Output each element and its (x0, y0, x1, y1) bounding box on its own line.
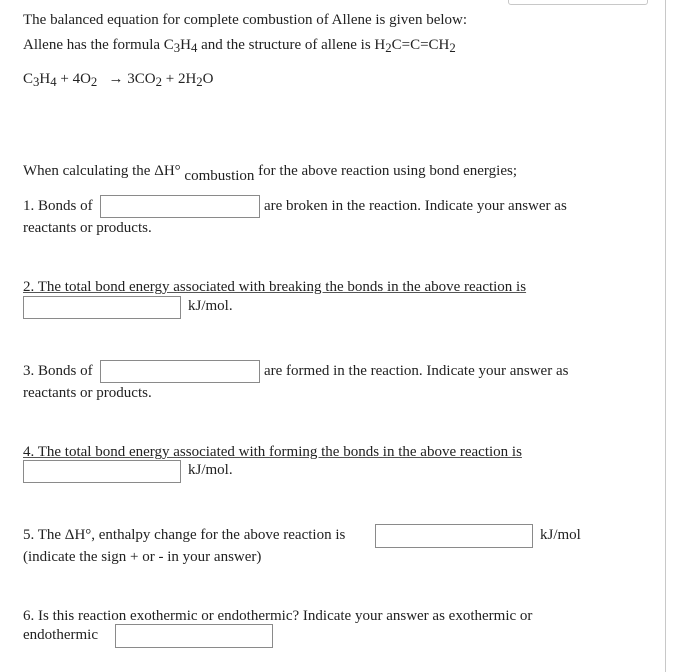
q1-suffix: are broken in the reaction. Indicate your answer as (264, 198, 567, 214)
q5-unit: kJ/mol (540, 527, 581, 543)
q2-unit: kJ/mol. (188, 298, 233, 314)
q2-answer-input[interactable] (23, 296, 181, 319)
q1-line-2: reactants or products. (23, 220, 152, 236)
reaction-arrow-icon: → (108, 71, 124, 87)
q1-answer-input[interactable] (100, 195, 260, 218)
q4-answer-input[interactable] (23, 460, 181, 483)
q6-line-2: endothermic (23, 627, 98, 643)
panel-border (665, 0, 666, 672)
q5-answer-input[interactable] (375, 524, 533, 548)
q5-prefix: 5. The ΔH°, enthalpy change for the above reaction is (23, 527, 346, 543)
intro-line-1: The balanced equation for complete combustion of Allene is given below: (23, 12, 468, 28)
q5-line-2: (indicate the sign + or - in your answer) (23, 549, 262, 565)
q3-prefix: 3. Bonds of (23, 363, 93, 379)
q3-answer-input[interactable] (100, 360, 260, 383)
panel-tab (508, 0, 648, 5)
q2-question: 2. The total bond energy associated with breaking the bonds in the above reaction is (23, 279, 527, 295)
q6-answer-input[interactable] (115, 624, 273, 648)
q3-suffix: are formed in the reaction. Indicate your answer as (264, 363, 569, 379)
q4-question: 4. The total bond energy associated with forming the bonds in the above reaction is (23, 444, 522, 460)
q4-unit: kJ/mol. (188, 462, 233, 478)
q3-line-2: reactants or products. (23, 385, 152, 401)
balanced-equation: $C_3H_4 + 4O_2$ → $3CO_2 + 2H_2O$ (23, 71, 214, 89)
intro-line-2: Allene has the formula $C_3H_4$ and the structure of allene is $H_2C=C=CH_2$ (23, 37, 456, 55)
calculation-intro: When calculating the ΔH° combustion for the above reaction using bond energies; (23, 163, 517, 184)
q6-question: 6. Is this reaction exothermic or endothermic? Indicate your answer as exothermic or (23, 608, 533, 624)
q1-prefix: 1. Bonds of (23, 198, 93, 214)
